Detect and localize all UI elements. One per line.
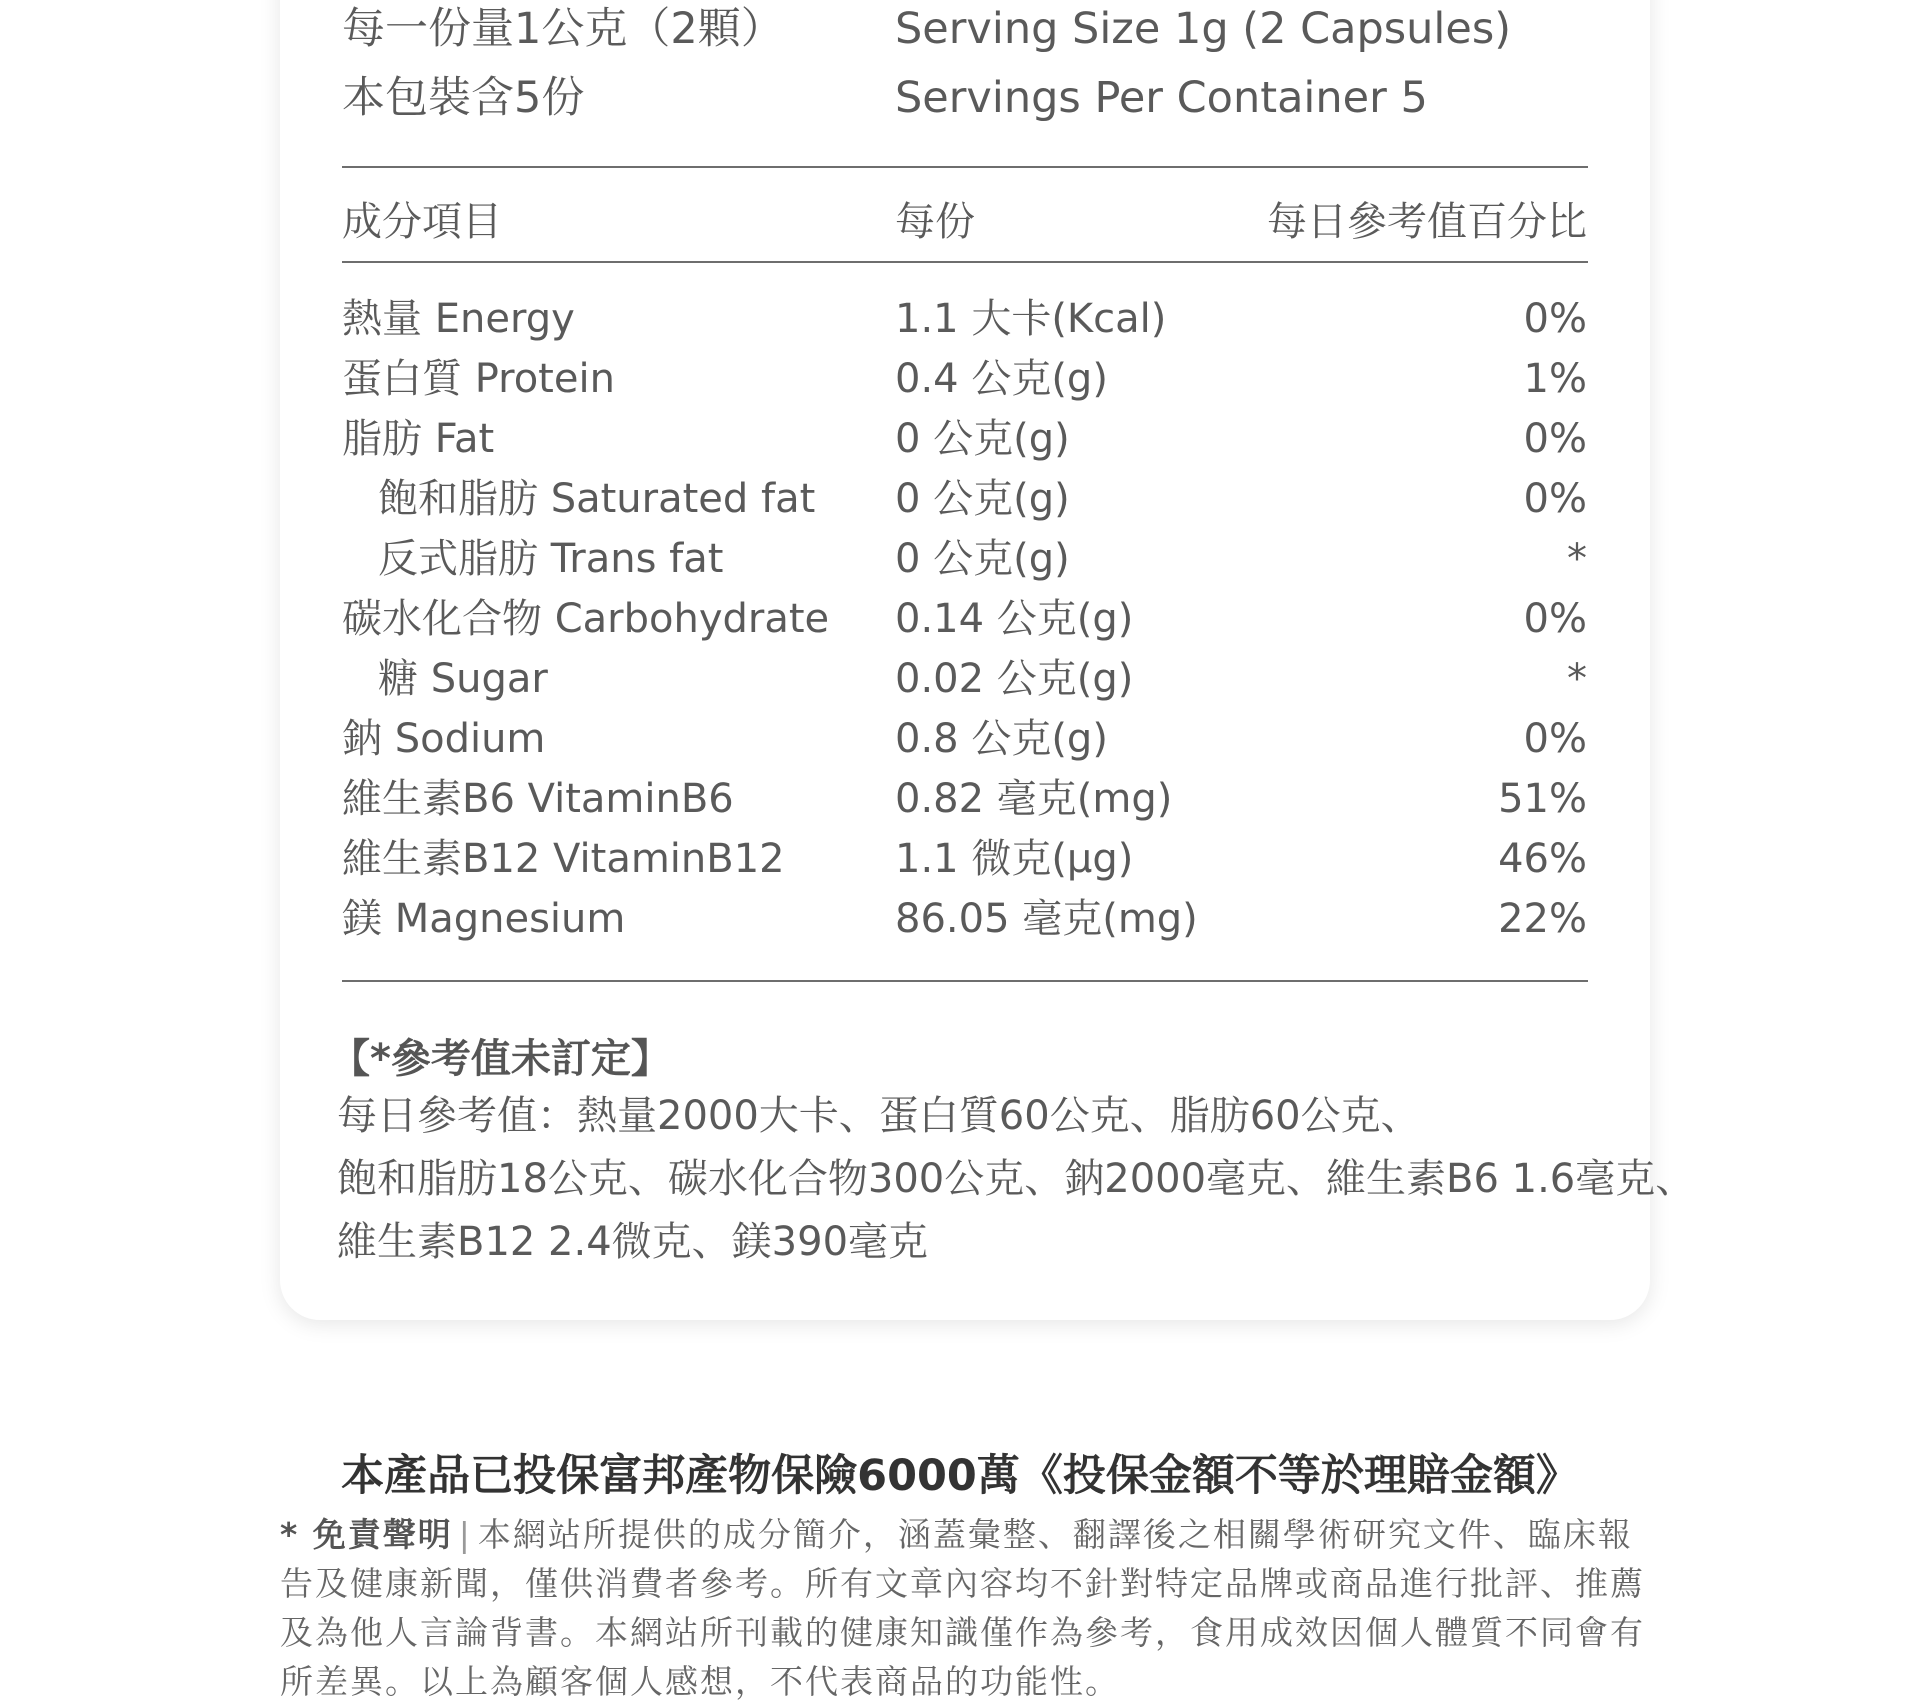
table-row xyxy=(0,709,1920,769)
row-percent: 0% xyxy=(1523,476,1587,522)
row-name: 碳水化合物 Carbohydrate xyxy=(342,596,830,642)
row-percent: 51% xyxy=(1498,776,1587,822)
row-name: 糖 Sugar xyxy=(378,656,548,702)
divider-bottom xyxy=(342,980,1588,982)
row-amount: 0.82 毫克(mg) xyxy=(895,776,1173,822)
row-amount: 0.4 公克(g) xyxy=(895,356,1108,402)
row-name: 脂肪 Fat xyxy=(342,416,495,462)
insurance-statement: 本產品已投保富邦產物保險6000萬《投保金額不等於理賠金額》 xyxy=(341,1451,1579,1501)
disclaimer-separator: | xyxy=(458,1515,472,1554)
header-ingredient: 成分項目 xyxy=(342,199,502,245)
table-row xyxy=(0,409,1920,469)
table-row xyxy=(0,529,1920,589)
table-row xyxy=(0,829,1920,889)
divider-header xyxy=(342,261,1588,263)
table-row xyxy=(0,589,1920,649)
row-amount: 1.1 大卡(Kcal) xyxy=(895,296,1167,342)
table-row xyxy=(0,649,1920,709)
header-daily-value: 每日參考值百分比 xyxy=(1267,199,1587,245)
serving-size-zh: 每一份量1公克（2顆） xyxy=(342,4,784,54)
table-row xyxy=(0,469,1920,529)
reference-note-title: 【*參考值未訂定】 xyxy=(330,1036,671,1082)
divider-top xyxy=(342,166,1588,168)
reference-note-line: 飽和脂肪18公克、碳水化合物300公克、鈉2000毫克、維生素B6 1.6毫克、 xyxy=(337,1156,1696,1202)
row-amount: 0 公克(g) xyxy=(895,536,1070,582)
row-name: 鎂 Magnesium xyxy=(342,896,626,942)
disclaimer-text: 本網站所提供的成分簡介，涵蓋彙整、翻譯後之相關學術研究文件、臨床報告及健康新聞，僅供消費者參考。所有文章內容均不針對特定品牌或商品進行批評、推薦及為他人言論背書。本網站所刊載的健康知識僅作為參考，食用成效因個人體質不同會有所差異。以上為顧客個人感想，不代表商品的功能性。 xyxy=(280,1515,1645,1701)
reference-note-line: 維生素B12 2.4微克、鎂390毫克 xyxy=(337,1219,929,1265)
row-amount: 0 公克(g) xyxy=(895,476,1070,522)
row-amount: 0.02 公克(g) xyxy=(895,656,1134,702)
row-amount: 0 公克(g) xyxy=(895,416,1070,462)
row-percent: 0% xyxy=(1523,416,1587,462)
table-row xyxy=(0,289,1920,349)
header-per-serving: 每份 xyxy=(895,199,975,245)
table-row xyxy=(0,349,1920,409)
row-percent: 1% xyxy=(1523,356,1587,402)
row-amount: 86.05 毫克(mg) xyxy=(895,896,1198,942)
disclaimer-label: * 免責聲明 xyxy=(280,1515,453,1554)
servings-per-container-zh: 本包裝含5份 xyxy=(342,73,585,123)
row-name: 飽和脂肪 Saturated fat xyxy=(378,476,816,522)
row-percent: 22% xyxy=(1498,896,1587,942)
row-name: 維生素B12 VitaminB12 xyxy=(342,836,785,882)
reference-note-line: 每日參考值：熱量2000大卡、蛋白質60公克、脂肪60公克、 xyxy=(337,1093,1421,1139)
serving-size-en: Serving Size 1g (2 Capsules) xyxy=(895,4,1512,54)
table-row xyxy=(0,769,1920,829)
row-name: 反式脂肪 Trans fat xyxy=(378,536,724,582)
row-amount: 0.8 公克(g) xyxy=(895,716,1108,762)
row-percent: 0% xyxy=(1523,296,1587,342)
row-name: 蛋白質 Protein xyxy=(342,356,615,402)
row-amount: 1.1 微克(μg) xyxy=(895,836,1134,882)
table-row xyxy=(0,889,1920,949)
row-name: 維生素B6 VitaminB6 xyxy=(342,776,734,822)
row-amount: 0.14 公克(g) xyxy=(895,596,1134,642)
row-name: 鈉 Sodium xyxy=(342,716,546,762)
servings-per-container-en: Servings Per Container 5 xyxy=(895,73,1428,123)
row-percent: * xyxy=(1567,536,1587,582)
row-percent: 0% xyxy=(1523,716,1587,762)
row-percent: * xyxy=(1567,656,1587,702)
disclaimer xyxy=(280,1510,1650,1706)
row-percent: 0% xyxy=(1523,596,1587,642)
row-name: 熱量 Energy xyxy=(342,296,575,342)
row-percent: 46% xyxy=(1498,836,1587,882)
